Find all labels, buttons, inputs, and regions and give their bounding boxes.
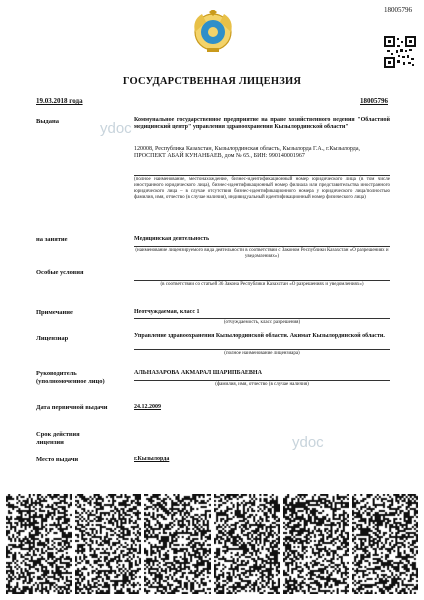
- place-value: г.Кызылорда: [134, 456, 170, 462]
- watermark: ydoc: [292, 434, 324, 451]
- head-value: АЛЬНАЗАРОВА АКМАРАЛ ШАРИПБАЕВНА: [134, 370, 262, 376]
- security-barcode: [352, 494, 418, 594]
- activity-value: Медицинская деятельность: [134, 236, 210, 242]
- validity-label: [36, 431, 80, 447]
- licensor-label: Лицензиар: [36, 335, 69, 342]
- state-emblem-icon: [192, 10, 234, 54]
- licensee-name: Коммунальное государственное предприятие на праве хозяйственного ведения "Областной медицинский центр" управления здравоохранения Кызылординской области": [134, 117, 390, 131]
- first-issue-label: Дата первичной выдачи: [36, 404, 108, 411]
- divider: [134, 380, 390, 381]
- first-issue-value: 24.12.2009: [134, 404, 161, 410]
- activity-caption: (наименование лицензируемого вида деятельности в соответствии с Законом Республики Казахстан «О разрешениях и уведомлениях»): [135, 248, 389, 259]
- licensor-value: Управление здравоохранения Кызылординской области. Акимат Кызылординской области.: [134, 333, 385, 339]
- divider: [134, 349, 390, 350]
- validity-label-line2: лицензии: [36, 439, 64, 446]
- watermark: ydoc: [100, 120, 132, 137]
- note-value: Неотчуждаемая, класс 1: [134, 309, 200, 315]
- divider: [134, 175, 390, 176]
- head-caption: (фамилия, имя, отчество (в случае наличия): [215, 382, 309, 387]
- issued-to-label: Выдана: [36, 118, 59, 125]
- security-barcode: [214, 494, 280, 594]
- qr-code-icon: [384, 36, 416, 68]
- licensee-caption: (полное наименование, местонахождение, бизнес-идентификационный номер юридического лица (в том числе иностранного юридического лица), бизнес-идентификационный номер филиала или представительства иностранного юридического лица – в случае отсутствия бизнес-идентификационного номера у юридического лица/полностью фамилия, имя, отчество (в случае наличия), индивидуальный идентификационный номер физического лица): [134, 177, 390, 200]
- divider: [134, 318, 390, 319]
- head-label-line1: Руководитель: [36, 370, 77, 377]
- page-title: ГОСУДАРСТВЕННАЯ ЛИЦЕНЗИЯ: [122, 76, 302, 87]
- license-number: 18005796: [360, 97, 388, 105]
- head-label-line2: (уполномоченное лицо): [36, 378, 105, 385]
- issue-date: 19.03.2018 года: [36, 97, 83, 105]
- security-barcode: [283, 494, 349, 594]
- security-barcode: [6, 494, 72, 594]
- special-conditions-caption: (в соответствии со статьей 36 Закона Республики Казахстан «О разрешениях и уведомлениях»): [160, 282, 364, 287]
- licensor-caption: (полное наименование лицензиара): [224, 351, 300, 356]
- divider: [134, 246, 390, 247]
- divider: [134, 280, 390, 281]
- validity-label-line1: Срок действия: [36, 431, 80, 438]
- security-codes: [6, 494, 418, 594]
- head-label: [36, 370, 105, 386]
- document-number-top: 18005796: [384, 6, 412, 14]
- note-caption: (отчуждаемость, класс разрешения): [223, 320, 301, 325]
- place-label: Место выдачи: [36, 456, 79, 463]
- security-barcode: [75, 494, 141, 594]
- security-barcode: [144, 494, 210, 594]
- note-label: Примечание: [36, 309, 73, 316]
- licensee-address: 120008, Республика Казахстан, Кызылординская область, Кызылорда Г.А., г.Кызылорда, ПРОСПЕКТ АБАЙ КУНАНБАЕВ, дом № 65., БИН: 990140001967: [134, 146, 360, 160]
- special-conditions-label: Особые условия: [36, 269, 84, 276]
- activity-label: на занятие: [36, 236, 68, 243]
